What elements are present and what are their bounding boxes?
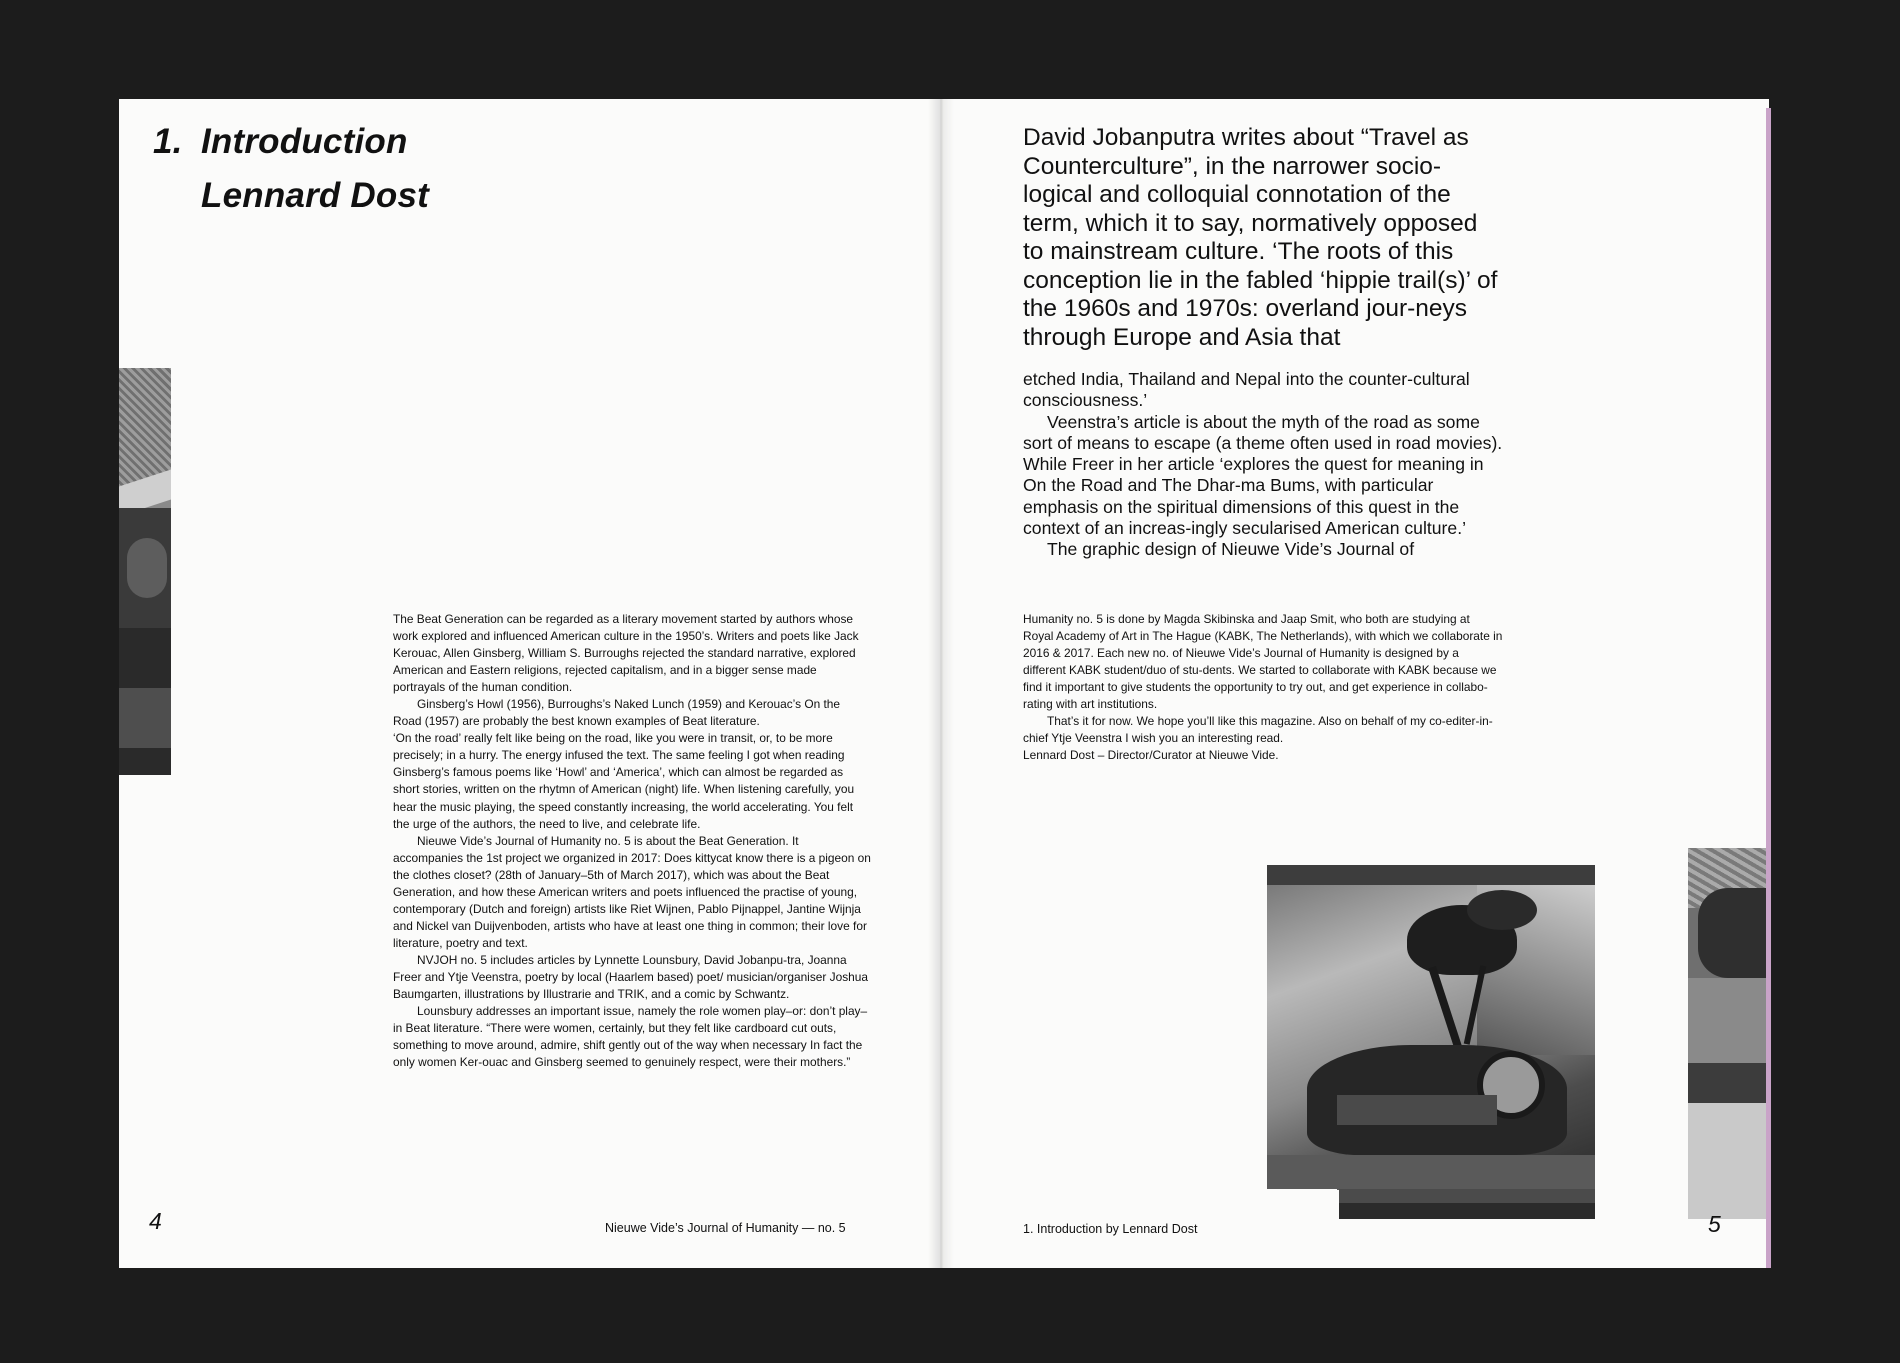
body-text-left [393, 611, 871, 1071]
paragraph: The graphic design of Nieuwe Vide’s Journal of [1047, 539, 1415, 560]
collage-image [1267, 865, 1595, 1190]
running-footer: 1. Introduction by Lennard Dost [1023, 1222, 1198, 1236]
lead-text [1023, 124, 1503, 352]
paragraph: Ginsberg’s Howl (1956), Burroughs’s Naked Lunch (1959) and Kerouac’s On the Road (1957) are probably the best known examples of Beat literature. [393, 697, 841, 729]
left-edge-photo [119, 368, 171, 775]
page-number: 5 [1708, 1211, 1721, 1237]
left-page [119, 99, 941, 1268]
paragraph: Veenstra’s article is about the myth of the road as some sort of means to escape (a theme often used in road movies). While Freer in her article ‘explores the quest for meaning in On the Road and The Dhar-ma Bums, with particular emphasis on the spiritual dimensions of this quest in the context of an increas-ingly secularised American culture.’ [1023, 411, 1503, 539]
right-edge-photo [1688, 848, 1769, 1219]
paragraph: Lounsbury addresses an important issue, namely the role women play–or: don’t play–in Beat literature. “There were women, certainly, but they felt like cardboard cut outs, something to move around, admire, shift gently out of the way when necessary In fact the only women Ker-ouac and Ginsberg seemed to genuinely respect, were their mothers.” [393, 1004, 868, 1070]
paragraph: ‘On the road’ really felt like being on the road, like you were in transit, or, to be more precisely; in a hurry. The energy infused the text. The same feeling I got when reading Ginsberg’s famous poems like ‘Howl’ and ‘America’, which can almost be regarded as short stories, written on the rhytmn of American (night) life. When listening carefully, you hear the music playing, the speed constantly increasing, the world accelerating. You felt the urge of the authors, the need to live, and celebrate life. [393, 731, 855, 831]
running-footer: Nieuwe Vide’s Journal of Humanity — no. 5 [605, 1221, 846, 1235]
chapter-number: 1. [153, 122, 183, 161]
paragraph: Nieuwe Vide’s Journal of Humanity no. 5 is about the Beat Generation. It accompanies the 1st project we organized in 2017: Does kittycat know there is a pigeon on the clothes closet? (28th of January–5th of March 2017), which was about the Beat Generation, and how these American writers and poets influenced the practise of young, contemporary (Dutch and foreign) artists like Riet Wijnen, Pablo Pijnappel, Jantine Wijnja and Nickel van Duijvenboden, artists who have at least one thing in common; their love for literature, poetry and text. [393, 833, 871, 950]
right-page [941, 99, 1769, 1268]
lead-paragraph: David Jobanputra writes about “Travel as Counterculture”, in the narrower socio-logical and colloquial connotation of the term, which it to say, normatively opposed to mainstream culture. ‘The roots of this conception lie in the fabled ‘hippie trail(s)’ of the 1960s and 1970s: overland jour-neys through Europe and Asia that [1023, 124, 1498, 351]
paragraph: That’s it for now. We hope you’ll like this magazine. Also on behalf of my co-editer-in-chief Ytje Veenstra I wish you an interesting read. [1023, 714, 1493, 746]
body-text-right [1023, 611, 1503, 764]
page-number: 4 [149, 1208, 162, 1234]
signature-line: Lennard Dost – Director/Curator at Nieuwe Vide. [1023, 748, 1279, 763]
paragraph: The Beat Generation can be regarded as a literary movement started by authors whose work explored and influenced American culture in the 1950’s. Writers and poets like Jack Kerouac, Allen Ginsberg, William S. Burroughs rejected the standard narrative, explored American and Eastern religions, rejected capitalism, and in a bigger sense made portrayals of the human condition. [393, 612, 859, 695]
chapter-heading [153, 115, 429, 223]
chapter-author: Lennard Dost [201, 176, 429, 215]
spine-shadow [928, 99, 954, 1268]
chapter-title: Introduction [201, 122, 408, 161]
page-edge [1766, 108, 1771, 1268]
mid-text [1023, 369, 1503, 561]
paragraph: Humanity no. 5 is done by Magda Skibinska and Jaap Smit, who both are studying at Royal Academy of Art in The Hague (KABK, The Netherlands), with which we collaborate in 2016 & 2017. Each new no. of Nieuwe Vide’s Journal of Humanity is designed by a different KABK student/duo of stu-dents. We started to collaborate with KABK because we find it important to give students the opportunity to try out, and get experience in collabo-rating with art institutions. [1023, 612, 1503, 712]
collage-lower-strip [1339, 1189, 1595, 1219]
paragraph: NVJOH no. 5 includes articles by Lynnette Lounsbury, David Jobanpu-tra, Joanna Freer and Ytje Veenstra, poetry by local (Haarlem based) poet/ musician/organiser Joshua Baumgarten, illustrations by Illustrarie and TRIK, and a comic by Schwantz. [393, 952, 868, 1002]
paragraph: etched India, Thailand and Nepal into the counter-cultural consciousness.’ [1023, 369, 1470, 411]
